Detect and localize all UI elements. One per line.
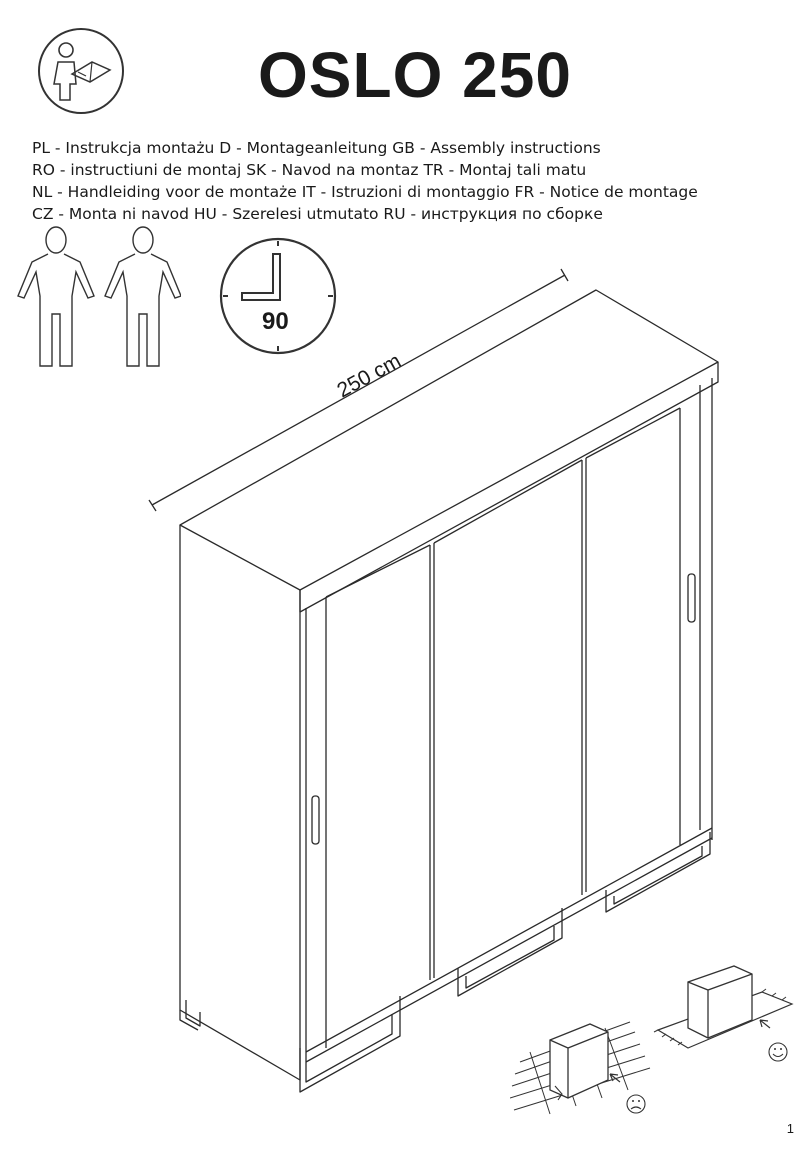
assembly-time: 90 <box>262 308 289 335</box>
smiley-happy-icon <box>769 1043 787 1061</box>
language-line-1: PL - Instrukcja montażu D - Montageanleitung GB - Assembly instructions <box>32 139 601 157</box>
language-line-3: NL - Handleiding voor de montaże IT - Istruzioni di montaggio FR - Notice de montage <box>32 183 698 201</box>
page-number: 1 <box>786 1121 794 1136</box>
smiley-sad-icon <box>627 1095 645 1113</box>
product-title: OSLO 250 <box>258 39 572 111</box>
good-placement-illustration <box>652 958 797 1068</box>
wardrobe-illustration <box>140 262 720 1102</box>
width-dimension: 250 cm <box>333 349 405 403</box>
language-line-2: RO - instructiuni de montaj SK - Navod na montaz TR - Montaj tali matu <box>32 161 587 179</box>
language-line-4: CZ - Monta ni navod HU - Szerelesi utmutato RU - инструкция по сборке <box>32 205 603 223</box>
read-manual-icon <box>36 26 126 116</box>
bad-placement-illustration <box>510 1002 660 1122</box>
